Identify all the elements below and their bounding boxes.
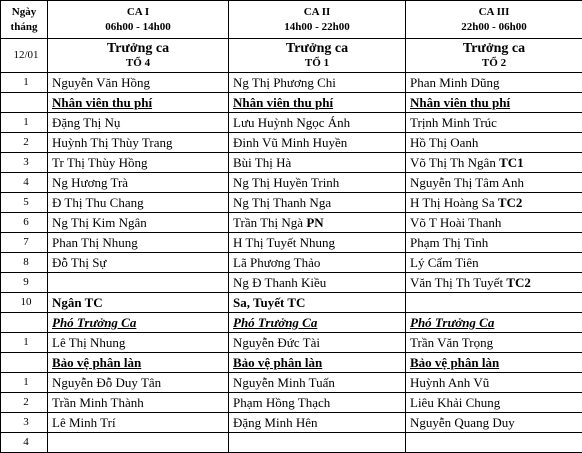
tc-note <box>229 293 406 313</box>
staff-section-header <box>1 93 582 113</box>
row-number: 10 <box>1 293 48 313</box>
staff-row <box>1 213 582 233</box>
guard-name: Trần Minh Thành <box>48 393 229 413</box>
guard-name: Huỳnh Anh Vũ <box>406 373 582 393</box>
staff-name-text: Đặng Thị Nụ <box>52 115 120 130</box>
staff-name-text: Ng Thị Huyền Trinh <box>233 175 339 190</box>
shift-1-time: 06h00 - 14h00 <box>48 20 228 35</box>
staff-name-text: Phan Thị Nhung <box>52 235 138 250</box>
staff-row <box>1 173 582 193</box>
staff-name <box>406 233 582 253</box>
date-column-header <box>1 1 48 39</box>
staff-name-text: Lã Phương Thảo <box>233 255 320 270</box>
staff-name <box>48 153 229 173</box>
staff-name-text: Võ T Hoài Thanh <box>410 215 501 230</box>
tc-note <box>406 293 582 313</box>
deputy-name: Trần Văn Trọng <box>406 333 582 353</box>
staff-name <box>48 193 229 213</box>
team-leader-row <box>1 73 582 93</box>
staff-name-text: Võ Thị Th Ngân <box>410 155 499 170</box>
staff-name-text: Ng Hương Trà <box>52 175 128 190</box>
staff-row <box>1 293 582 313</box>
guard-name <box>229 433 406 453</box>
assignment-tag: TC2 <box>498 195 523 210</box>
guard-name <box>48 433 229 453</box>
staff-name-text: Ng Thị Kim Ngân <box>52 215 147 230</box>
staff-name <box>229 213 406 233</box>
team-leader-name: Ng Thị Phương Chi <box>229 73 406 93</box>
staff-name-text: Huỳnh Thị Thùy Trang <box>52 135 173 150</box>
staff-name <box>229 193 406 213</box>
staff-name-text: Ng Thị Thanh Nga <box>233 195 331 210</box>
staff-name <box>48 113 229 133</box>
deputy-section-header <box>1 313 582 333</box>
shift-1-name: CA I <box>48 5 228 20</box>
schedule-body <box>1 1 582 453</box>
row-number: 6 <box>1 213 48 233</box>
team-label: Trưởng ca <box>48 41 228 56</box>
staff-name <box>406 133 582 153</box>
staff-name <box>406 253 582 273</box>
guard-heading: Bảo vệ phân làn <box>406 353 582 373</box>
row-number: 5 <box>1 193 48 213</box>
staff-row <box>1 233 582 253</box>
staff-name <box>229 273 406 293</box>
staff-name-text: Tr Thị Thùy Hồng <box>52 155 147 170</box>
staff-heading: Nhân viên thu phí <box>406 93 582 113</box>
staff-name-text: Lý Cẩm Tiên <box>410 255 479 270</box>
staff-row <box>1 133 582 153</box>
date-header-line-2: tháng <box>1 20 47 35</box>
row-number: 4 <box>1 173 48 193</box>
team-cell-shift-2 <box>229 39 406 73</box>
guard-name: Nguyễn Quang Duy <box>406 413 582 433</box>
team-cell-shift-1 <box>48 39 229 73</box>
guard-name: Nguyễn Minh Tuấn <box>229 373 406 393</box>
staff-name-text: Nguyễn Thị Tâm Anh <box>410 175 524 190</box>
staff-name-text: Bùi Thị Hà <box>233 155 291 170</box>
staff-name-text: Phạm Thị Tình <box>410 235 488 250</box>
staff-name-text: Đỗ Thị Sự <box>52 255 106 270</box>
staff-row <box>1 193 582 213</box>
staff-name <box>229 253 406 273</box>
staff-name <box>406 153 582 173</box>
staff-heading: Nhân viên thu phí <box>229 93 406 113</box>
guard-name: Nguyễn Đỗ Duy Tân <box>48 373 229 393</box>
assignment-tag: PN <box>306 215 323 230</box>
team-cell-shift-3 <box>406 39 582 73</box>
row-number: 1 <box>1 113 48 133</box>
staff-name <box>48 133 229 153</box>
shift-3-header <box>406 1 582 39</box>
guard-name: Phạm Hồng Thạch <box>229 393 406 413</box>
row-number-empty <box>1 93 48 113</box>
guard-name: Lê Minh Trí <box>48 413 229 433</box>
staff-heading: Nhân viên thu phí <box>48 93 229 113</box>
row-number: 2 <box>1 133 48 153</box>
team-label: Trưởng ca <box>406 41 582 56</box>
staff-name <box>229 113 406 133</box>
deputy-row <box>1 333 582 353</box>
staff-name <box>229 133 406 153</box>
guard-name: Liêu Khải Chung <box>406 393 582 413</box>
shift-1-header <box>48 1 229 39</box>
guard-row <box>1 413 582 433</box>
staff-name <box>406 193 582 213</box>
staff-row <box>1 273 582 293</box>
guard-heading: Bảo vệ phân làn <box>48 353 229 373</box>
staff-name-text: Hồ Thị Oanh <box>410 135 478 150</box>
staff-name <box>48 253 229 273</box>
staff-row <box>1 253 582 273</box>
staff-name-text: Văn Thị Th Tuyết <box>410 275 506 290</box>
row-number: 4 <box>1 433 48 453</box>
row-number-empty <box>1 353 48 373</box>
tc-note <box>48 293 229 313</box>
shift-2-time: 14h00 - 22h00 <box>229 20 405 35</box>
team-name: TỔ 4 <box>48 56 228 71</box>
staff-name <box>406 113 582 133</box>
staff-name <box>48 233 229 253</box>
team-leader-name: Phan Minh Dũng <box>406 73 582 93</box>
row-number: 3 <box>1 153 48 173</box>
staff-name-text: Ng Đ Thanh Kiều <box>233 275 326 290</box>
deputy-name: Lê Thị Nhung <box>48 333 229 353</box>
deputy-name: Nguyễn Đức Tài <box>229 333 406 353</box>
staff-name-text: Đinh Vũ Minh Huyền <box>233 135 347 150</box>
staff-name <box>48 173 229 193</box>
staff-name <box>48 213 229 233</box>
staff-row <box>1 153 582 173</box>
staff-name <box>229 233 406 253</box>
staff-row <box>1 113 582 133</box>
team-label: Trưởng ca <box>229 41 405 56</box>
staff-name <box>229 153 406 173</box>
staff-name-text: Lưu Huỳnh Ngọc Ánh <box>233 115 350 130</box>
guard-name: Đặng Minh Hên <box>229 413 406 433</box>
row-number: 8 <box>1 253 48 273</box>
row-number: 1 <box>1 73 48 93</box>
staff-name <box>406 213 582 233</box>
row-number: 2 <box>1 393 48 413</box>
row-number: 3 <box>1 413 48 433</box>
guard-row <box>1 393 582 413</box>
staff-name <box>406 173 582 193</box>
assignment-tag: TC2 <box>506 275 531 290</box>
deputy-heading: Phó Trưởng Ca <box>406 313 582 333</box>
date-header-line-1: Ngày <box>1 5 47 20</box>
row-number-empty <box>1 313 48 333</box>
staff-name <box>48 273 229 293</box>
staff-name <box>406 273 582 293</box>
guard-row <box>1 373 582 393</box>
shift-2-name: CA II <box>229 5 405 20</box>
guard-name <box>406 433 582 453</box>
staff-name-text: Trịnh Minh Trúc <box>410 115 497 130</box>
shift-3-name: CA III <box>406 5 582 20</box>
guard-section-header <box>1 353 582 373</box>
row-number: 1 <box>1 333 48 353</box>
guard-heading: Bảo vệ phân làn <box>229 353 406 373</box>
row-number: 9 <box>1 273 48 293</box>
staff-name-text: Sa, Tuyết TC <box>233 295 305 310</box>
row-number: 1 <box>1 373 48 393</box>
staff-name-text: Trần Thị Ngà <box>233 215 306 230</box>
shift-2-header <box>229 1 406 39</box>
staff-name-text: H Thị Hoàng Sa <box>410 195 498 210</box>
header-row <box>1 1 582 39</box>
deputy-heading: Phó Trưởng Ca <box>229 313 406 333</box>
staff-name <box>229 173 406 193</box>
team-leader-name: Nguyễn Văn Hồng <box>48 73 229 93</box>
staff-name-text: Ngân TC <box>52 295 103 310</box>
team-name: TỔ 1 <box>229 56 405 71</box>
team-name: TỔ 2 <box>406 56 582 71</box>
team-row <box>1 39 582 73</box>
staff-name-text: Đ Thị Thu Chang <box>52 195 144 210</box>
shift-3-time: 22h00 - 06h00 <box>406 20 582 35</box>
date-cell: 12/01 <box>1 39 48 73</box>
row-number: 7 <box>1 233 48 253</box>
deputy-heading: Phó Trưởng Ca <box>48 313 229 333</box>
assignment-tag: TC1 <box>499 155 524 170</box>
guard-row <box>1 433 582 453</box>
staff-name-text: H Thị Tuyết Nhung <box>233 235 335 250</box>
